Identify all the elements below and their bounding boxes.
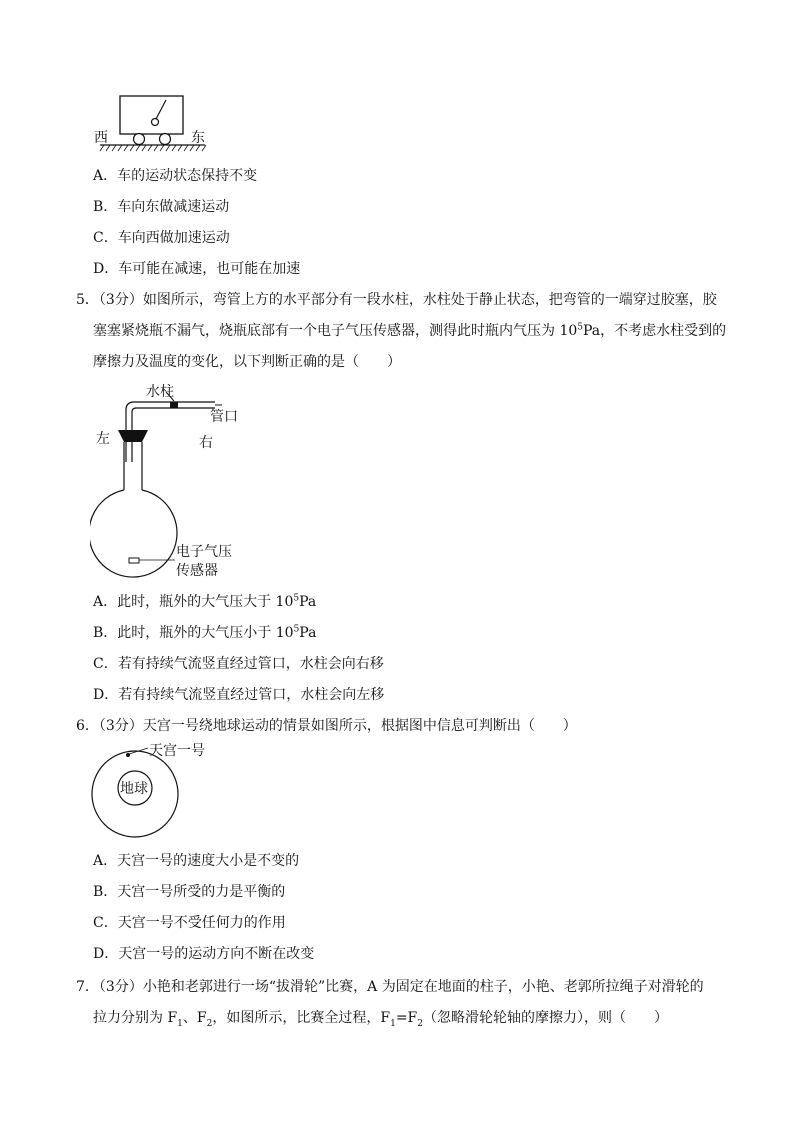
q5-stem-line2 [93, 320, 726, 340]
satellite-label: 天宫一号 [149, 743, 205, 759]
q5-option-a-unit: Pa [299, 594, 317, 610]
q6-option-a[interactable]: A．天宫一号的速度大小是不变的 [93, 853, 300, 869]
q5-option-b-text: B．此时，瓶外的大气压小于 10 [93, 625, 294, 641]
q7-text-a: 拉力分别为 F [93, 1010, 178, 1026]
q5-option-b-unit: Pa [299, 625, 317, 641]
q5-option-b[interactable] [93, 622, 316, 642]
q5-option-a[interactable] [93, 591, 316, 611]
right-label: 右 [199, 435, 213, 451]
tube-mouth-label: 管口 [210, 409, 238, 425]
q7-sub-2: 2 [206, 1018, 213, 1029]
q5-stem-line1: 5．（3分）如图所示，弯管上方的水平部分有一段水柱，水柱处于静止状态，把弯管的一端穿过胶塞，胶 [76, 292, 717, 308]
q5-stem-line3: 摩擦力及温度的变化，以下判断正确的是（ ） [93, 354, 401, 370]
q6-option-d[interactable]: D．天宫一号的运动方向不断在改变 [93, 946, 315, 962]
q5-option-b-exponent: 5 [293, 624, 300, 635]
q7-stem-line1: 7．（3分）小艳和老郭进行一场“拔滑轮”比赛，A 为固定在地面的柱子，小艳、老郭所拉绳子对滑轮的 [76, 979, 704, 995]
q7-sub-1: 1 [177, 1018, 183, 1029]
q5-option-c[interactable]: C．若有持续气流竖直经过管口，水柱会向右移 [93, 656, 384, 672]
q7-text-b: 、F [182, 1010, 207, 1026]
q5-option-a-text: A．此时，瓶外的大气压大于 10 [93, 594, 294, 610]
earth-label: 地球 [120, 781, 148, 797]
q7-stem-line2 [93, 1007, 668, 1029]
q7-text-c: ，如图所示，比赛全过程，F [212, 1010, 391, 1026]
sensor-label-line2: 传感器 [176, 563, 218, 579]
sensor-label-line1: 电子气压 [176, 544, 232, 560]
q6-stem: 6．（3分）天宫一号绕地球运动的情景如图所示，根据图中信息可判断出（ ） [76, 718, 577, 734]
q7-sub-3: 1 [390, 1018, 396, 1029]
q7-text-e: （忽略滑轮轮轴的摩擦力），则（ ） [423, 1010, 668, 1026]
q6-option-c[interactable]: C．天宫一号不受任何力的作用 [93, 915, 286, 931]
q5-stem-exponent: 5 [577, 322, 583, 333]
car-east-label: 东 [191, 130, 205, 146]
car-west-label: 西 [94, 130, 108, 146]
q4-option-b[interactable]: B．车向东做减速运动 [93, 199, 230, 215]
q4-option-c[interactable]: C．车向西做加速运动 [93, 230, 230, 246]
q7-text-d: =F [395, 1010, 418, 1026]
q6-option-b[interactable]: B．天宫一号所受的力是平衡的 [93, 884, 286, 900]
water-column-label: 水柱 [146, 384, 174, 400]
q5-option-a-exponent: 5 [293, 593, 300, 604]
left-label: 左 [96, 431, 110, 447]
q5-stem-line2-unit: Pa，不考虑水柱受到的 [583, 323, 727, 339]
q4-option-a[interactable]: A．车的运动状态保持不变 [93, 168, 258, 184]
q5-stem-line2-text: 塞塞紧烧瓶不漏气，烧瓶底部有一个电子气压传感器，测得此时瓶内气压为 10 [93, 323, 578, 339]
q4-option-d[interactable]: D．车可能在减速，也可能在加速 [93, 261, 301, 277]
q5-option-d[interactable]: D．若有持续气流竖直经过管口，水柱会向左移 [93, 687, 385, 703]
q7-sub-4: 2 [417, 1018, 423, 1029]
